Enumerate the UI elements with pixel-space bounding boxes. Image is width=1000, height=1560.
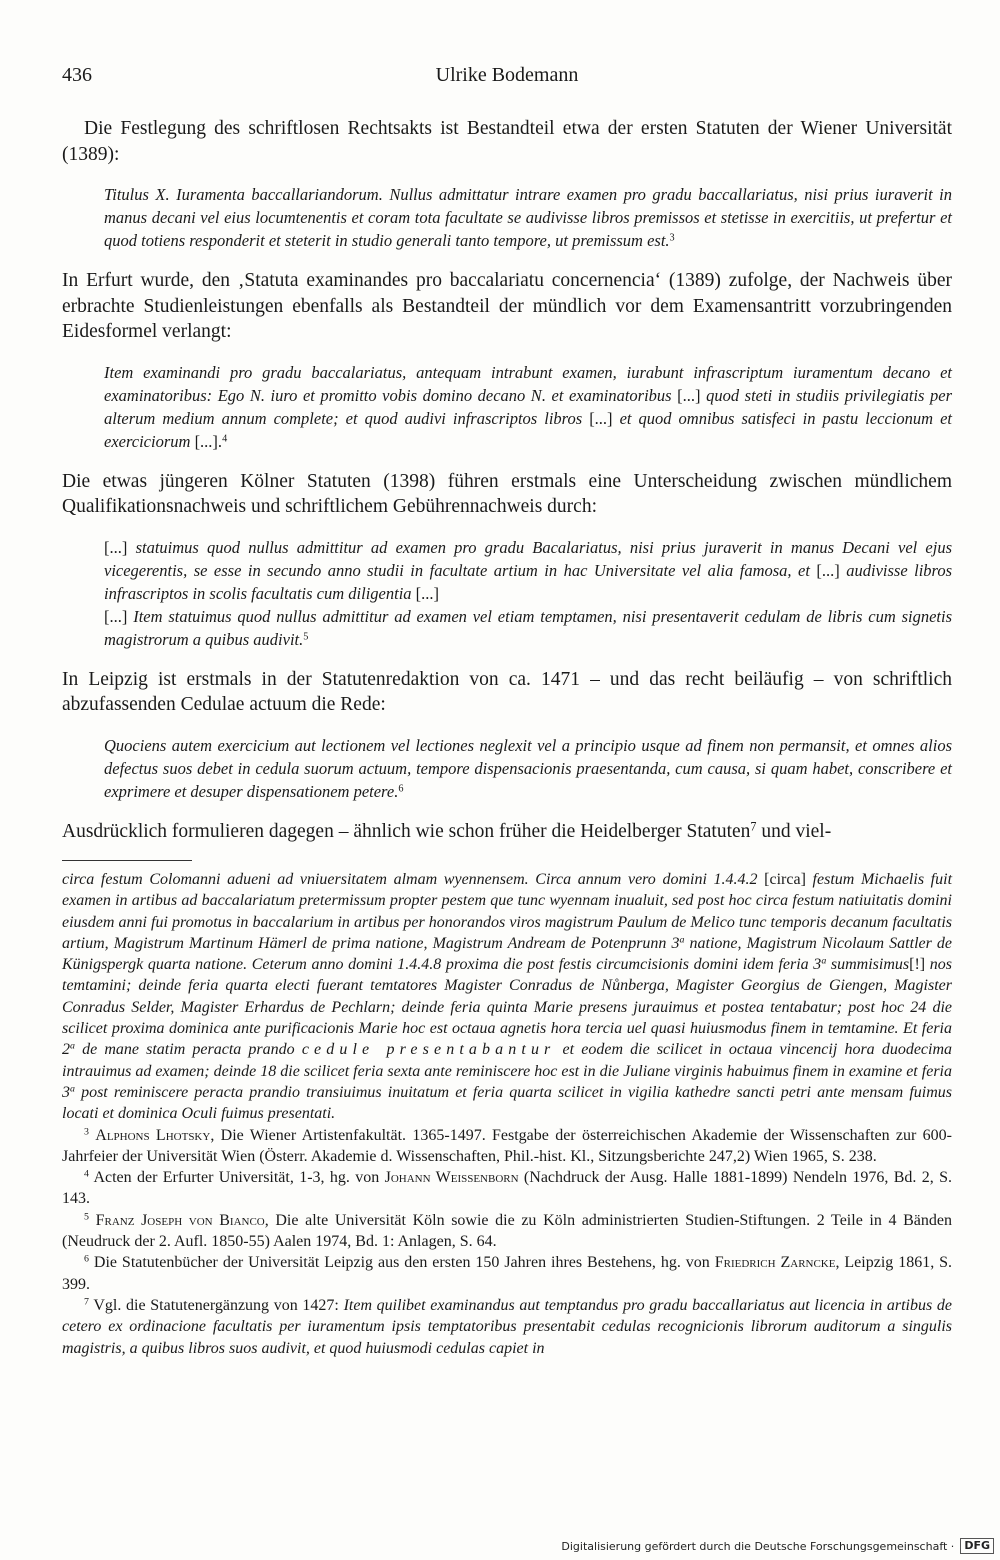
- credit-text: Digitalisierung gefördert durch die Deutsche Forschungsgemeinschaft ·: [561, 1539, 955, 1553]
- ellipsis: [...]: [677, 385, 701, 405]
- footnote-text: , Leipzig 1861, S. 399.: [62, 1254, 953, 1293]
- quote-cologne-text-2: audivisse libros infrascriptos in scolis facultatis cum diligentia: [104, 560, 953, 603]
- fn-cont-text: circa festum Colomanni adueni ad vniuersitatem almam wyennensem. Circa annum vero domini 1.4.4.2: [62, 871, 758, 888]
- ordinal-sup: a: [70, 1040, 75, 1052]
- fn-cont-text: [!]: [909, 956, 926, 974]
- fn-cont-text: et eodem die scilicet in octaua vincencij hora duodecima intrauimus ad examen; deinde 18 die scilicet feria sexta ante reminiscere hoc est in die Juliane virginis habuimus finem in examine et feria 3: [62, 1041, 953, 1101]
- paragraph-5-text: Ausdrücklich formulieren dagegen – ähnlich wie schon früher die Heidelberger Statuten: [62, 820, 751, 842]
- footnote-author: Franz Joseph von Bianco: [95, 1211, 265, 1229]
- ellipsis: [...]: [415, 583, 440, 603]
- footnote-3: [62, 1125, 952, 1168]
- quote-cologne: [104, 536, 952, 651]
- fn-cont-text: summisimus: [826, 956, 910, 974]
- footnote-author: Johann Weissenborn: [384, 1169, 519, 1187]
- page-number: 436: [62, 64, 92, 86]
- footnote-ref-6[interactable]: 6: [398, 782, 404, 794]
- footnote-ref-5[interactable]: 5: [303, 630, 309, 642]
- paragraph-5: [62, 819, 952, 845]
- footnote-number: 4: [84, 1168, 89, 1180]
- ellipsis: [...]: [589, 408, 613, 428]
- footnote-rule: [62, 860, 192, 861]
- footnote-number: 7: [84, 1296, 89, 1308]
- page-header: [62, 64, 952, 92]
- footnote-text: (Nachdruck der Ausg. Halle 1881-1899) Nendeln 1976, Bd. 2, S. 143.: [62, 1169, 953, 1208]
- fn-cont-text: festum Michaelis fuit examen in artibus ad baccalariatum pretermissum propter pestem que tunc wyennam inualuit, sed post hoc circa festum natiuitatis domini eiusdem anni fui promotus in baccalarium in artibus per honorandos viros magistrum Paulum de Melico tunc temporis decanum facultatis artium, Magistrum Martinum Hämerl de prima natione, Magistrum Andream de Potenprunn 3: [62, 871, 953, 952]
- quote-cologne-text-3: Item statuimus quod nullus admittitur ad examen vel etiam temptamen, nisi presentaverit cedulam de libris cum signetis magistrorum a quibus audivit.: [104, 606, 953, 649]
- ellipsis: [...].: [194, 431, 223, 451]
- paragraph-2: In Erfurt wurde, den ‚Statuta examinandes pro baccalariatu concernencia‘ (1389) zufolge, der Nachweis über erbrachte Studienleistungen ebenfalls als Bestandteil der mündlich vor dem Examensantritt vorzubringenden Eidesformel verlangt:: [62, 270, 952, 342]
- footnote-4: [62, 1167, 952, 1210]
- fn-cont-text: de mane statim peracta prando: [74, 1041, 295, 1059]
- ellipsis: [...]: [816, 560, 840, 580]
- ordinal-sup: a: [679, 934, 685, 946]
- footnote-ref-4[interactable]: 4: [222, 432, 228, 444]
- paragraph-3: Die etwas jüngeren Kölner Statuten (1398) führen erstmals eine Unterscheidung zwischen mündlichem Qualifikationsnachweis und schriftlichem Gebührennachweis durch:: [62, 470, 952, 517]
- footnote-text: , Die alte Universität Köln sowie die zu Köln administrierten Studien-Stiftungen. 2 Teile in 4 Bänden (Neudruck der 2. Aufl. 1850-55) Aalen 1974, Bd. 1: Anlagen, S. 64.: [62, 1211, 953, 1251]
- footnote-text: , Die Wiener Artistenfakultät. 1365-1497. Festgabe der österreichischen Akademie der Wissenschaften zur 600-Jahrfeier der Universität Wien (Österr. Akademie d. Wissenschaften, Phil.-hist. Kl., Sitzungsberichte 247,2) Wien 1965, S. 238.: [62, 1126, 953, 1165]
- fn-cont-text: natione, Magistrum Nicolaum Sattler de Künigspergk quarta natione. Ceterum anno domini 1.4.4.8 proxima die post festis circumcisionis domini idem feria 3: [62, 934, 953, 974]
- footnotes: [62, 869, 952, 1359]
- fn-cont-text: [circa]: [764, 871, 806, 888]
- ellipsis: [...]: [104, 537, 128, 557]
- quote-leipzig-text: Quociens autem exercicium aut lectionem vel lectiones neglexit vel a principio usque ad finem non permansit, et omnes alios defectus suos debet in cedula suorum actuum, tempore dispensacionis praesentanda, cum causa, si quam habet, conscribere et exprimere et desuper dispensationem petere.: [104, 735, 952, 801]
- fn-cont-text: post reminiscere peracta prandio transiuimus inuitatum et feria quarta scilicet in vigilia kathedre sancti petri ante mensam fuimus locati et dominica Oculi fuimus presentati.: [62, 1083, 952, 1123]
- quote-vienna: [104, 183, 952, 252]
- footnote-ref-3[interactable]: 3: [669, 232, 675, 244]
- digitization-credit: [561, 1538, 994, 1554]
- footnote-number: 6: [84, 1253, 89, 1265]
- fn-cont-spaced-text: cedule presentabantur: [301, 1041, 556, 1059]
- quote-cologne-text-1: statuimus quod nullus admittitur ad examen pro gradu Bacalariatus, nisi prius juraverit in manus Decani vel ejus vicegerentis, se esse in secundo anno studii in facultate artium in hac Universitate vel alia famosa, et: [104, 537, 953, 580]
- footnote-text: Vgl. die Statutenergänzung von 1427:: [93, 1296, 344, 1314]
- fn-cont-text: nos temtamini; deinde feria quarta electi fuerant temtatores Magister Conradus de Nůnberga, Magister Georgius de Giengen, Magister Conradus Selder, Magister Erhardus de Pechlarn; deinde feria quinta Marie presens jurauimus et postea tentabatur; post hoc 24 die scilicet proxima dominica ante purificacionis Marie hoc est octaua agnetis hora tercia uel quasi huiusmodus finem in temtamine. Et feria 2: [62, 956, 952, 1059]
- footnote-author: Friedrich Zarncke: [714, 1254, 836, 1272]
- quote-leipzig: [104, 734, 952, 803]
- footnote-text: Die Statutenbücher der Universität Leipzig aus den ersten 150 Jahren ihres Bestehens, hg. von: [93, 1254, 715, 1272]
- footnote-ref-7[interactable]: 7: [750, 818, 757, 833]
- quote-vienna-text: Titulus X. Iuramenta baccallariandorum. Nullus admittatur intrare examen pro gradu baccallariatus, nisi prius iuraverit in manus decani vel eius locumtenentis et coram tota facultate se audivisse libros premissos et stetisse in exercitiis, ut prefertur et quod totiens responderit et steterit in studio generali tanto tempore, ut premissum est.: [104, 185, 952, 250]
- ellipsis: [...]: [104, 606, 128, 626]
- dfg-logo-icon: DFG: [960, 1538, 994, 1554]
- footnote-quote: Item quilibet examinandus aut temptandus pro gradu baccallariatus aut licencia in artibus de cetero ex ordinacione facultatis per iuramentum ipsis temptatoribus presentabit cedulas recognicionis librorum auditorum a singulis magistris, a quibus libros suos audivit, et quod huiusmodi cedulas capiet in: [62, 1296, 953, 1357]
- paragraph-4: In Leipzig ist erstmals in der Statutenredaktion von ca. 1471 – und das recht beiläufig – von schriftlich abzufassenden Cedulae actuum die Rede:: [62, 668, 952, 715]
- footnote-text: Acten der Erfurter Universität, 1-3, hg. von: [93, 1169, 385, 1187]
- footnote-5: [62, 1210, 952, 1253]
- body-text: [62, 116, 952, 1359]
- footnote-6: [62, 1252, 952, 1295]
- running-head: Ulrike Bodemann: [435, 64, 579, 86]
- quote-erfurt-text-3: et quod omnibus satisfeci in pastu leccionum et exerciciorum: [104, 408, 952, 451]
- ordinal-sup: a: [70, 1083, 75, 1095]
- footnote-author: Alphons Lhotsky: [95, 1126, 211, 1144]
- ordinal-sup: a: [821, 955, 827, 967]
- quote-erfurt-text-2: quod steti in studiis privilegiatis per alterum medium annum complete; et quod audivi infrascriptos libros: [104, 385, 953, 428]
- footnote-7: [62, 1295, 952, 1359]
- paragraph-1: Die Festlegung des schriftlosen Rechtsakts ist Bestandteil etwa der ersten Statuten der Wiener Universität (1389):: [62, 118, 952, 165]
- quote-erfurt-text-1: Item examinandi pro gradu baccalariatus, antequam intrabunt examen, iurabunt infrascriptum iuramentum decano et examinatoribus: Ego N. iuro et promitto vobis domino decano N. et examinatoribus: [104, 362, 952, 405]
- footnote-number: 5: [84, 1211, 89, 1223]
- paragraph-5-text-end: und viel-: [756, 820, 832, 842]
- footnote-continuation: [62, 869, 952, 1125]
- quote-erfurt: [104, 361, 952, 453]
- footnote-number: 3: [84, 1126, 89, 1138]
